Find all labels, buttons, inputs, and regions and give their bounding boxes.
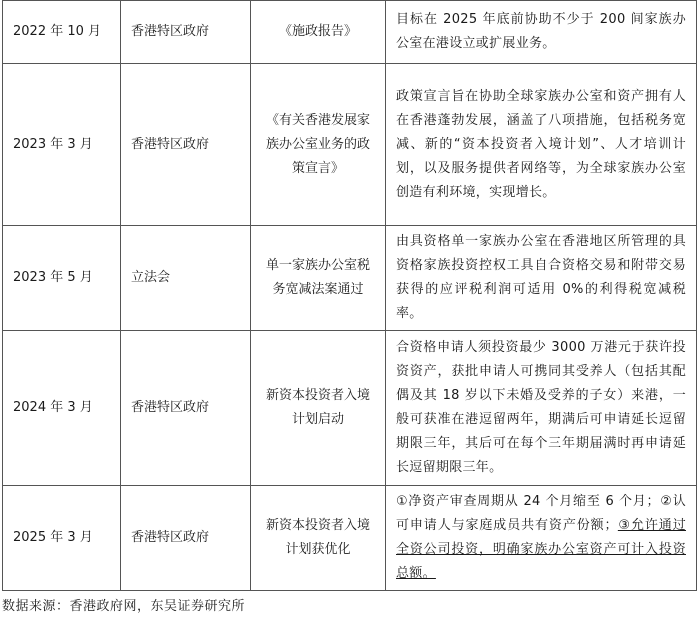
policy-title-cell: 新资本投资者入境计划启动 <box>251 331 386 486</box>
issuer-cell: 立法会 <box>121 226 251 331</box>
date-cell: 2024 年 3 月 <box>3 331 121 486</box>
table-row <box>3 486 697 591</box>
highlighted-content-part: ③允许通过全资公司投资，明确家族办公室资产可计入投资总额。 <box>396 518 686 581</box>
issuer-cell: 香港特区政府 <box>121 486 251 591</box>
table-row <box>3 64 697 226</box>
issuer-cell: 香港特区政府 <box>121 1 251 64</box>
issuer-cell: 香港特区政府 <box>121 331 251 486</box>
policy-content-cell: 政策宣言旨在协助全球家族办公室和资产拥有人在香港蓬勃发展，涵盖了八项措施，包括税务宽减、新的“资本投资者入境计划”、人才培训计划，以及服务提供者网络等，为全球家族办公室创造有利环境，实现增长。 <box>386 64 697 226</box>
issuer-cell: 香港特区政府 <box>121 64 251 226</box>
policy-title-cell: 《有关香港发展家族办公室业务的政策宣言》 <box>251 64 386 226</box>
date-cell: 2022 年 10 月 <box>3 1 121 64</box>
policy-table <box>2 0 697 591</box>
table-row <box>3 1 697 64</box>
table-row <box>3 331 697 486</box>
policy-title-cell: 新资本投资者入境计划获优化 <box>251 486 386 591</box>
data-source-note: 数据来源：香港政府网，东吴证券研究所 <box>2 599 246 614</box>
policy-content-cell: 由具资格单一家族办公室在香港地区所管理的具资格家族投资控权工具自合资格交易和附带交易获得的应评税利润可适用 0%的利得税宽减税率。 <box>386 226 697 331</box>
policy-content-cell: 合资格申请人须投资最少 3000 万港元于获许投资资产，获批申请人可携同其受养人（包括其配偶及其 18 岁以下未婚及受养的子女）来港，一般可获准在港逗留两年，期满后可申请延长逗留期限三年，其后可在每个三年期届满时再申请延长逗留期限三年。 <box>386 331 697 486</box>
policy-content-cell <box>386 486 697 591</box>
table-row <box>3 226 697 331</box>
date-cell: 2023 年 5 月 <box>3 226 121 331</box>
policy-title-cell: 单一家族办公室税务宽减法案通过 <box>251 226 386 331</box>
content-part: ①净资产审查周期从 24 个月缩至 6 个月；②认可申请人与家庭成员共有资产份额； <box>396 494 686 533</box>
date-cell: 2025 年 3 月 <box>3 486 121 591</box>
policy-content-cell: 目标在 2025 年底前协助不少于 200 间家族办公室在港设立或扩展业务。 <box>386 1 697 64</box>
policy-title-cell: 《施政报告》 <box>251 1 386 64</box>
date-cell: 2023 年 3 月 <box>3 64 121 226</box>
